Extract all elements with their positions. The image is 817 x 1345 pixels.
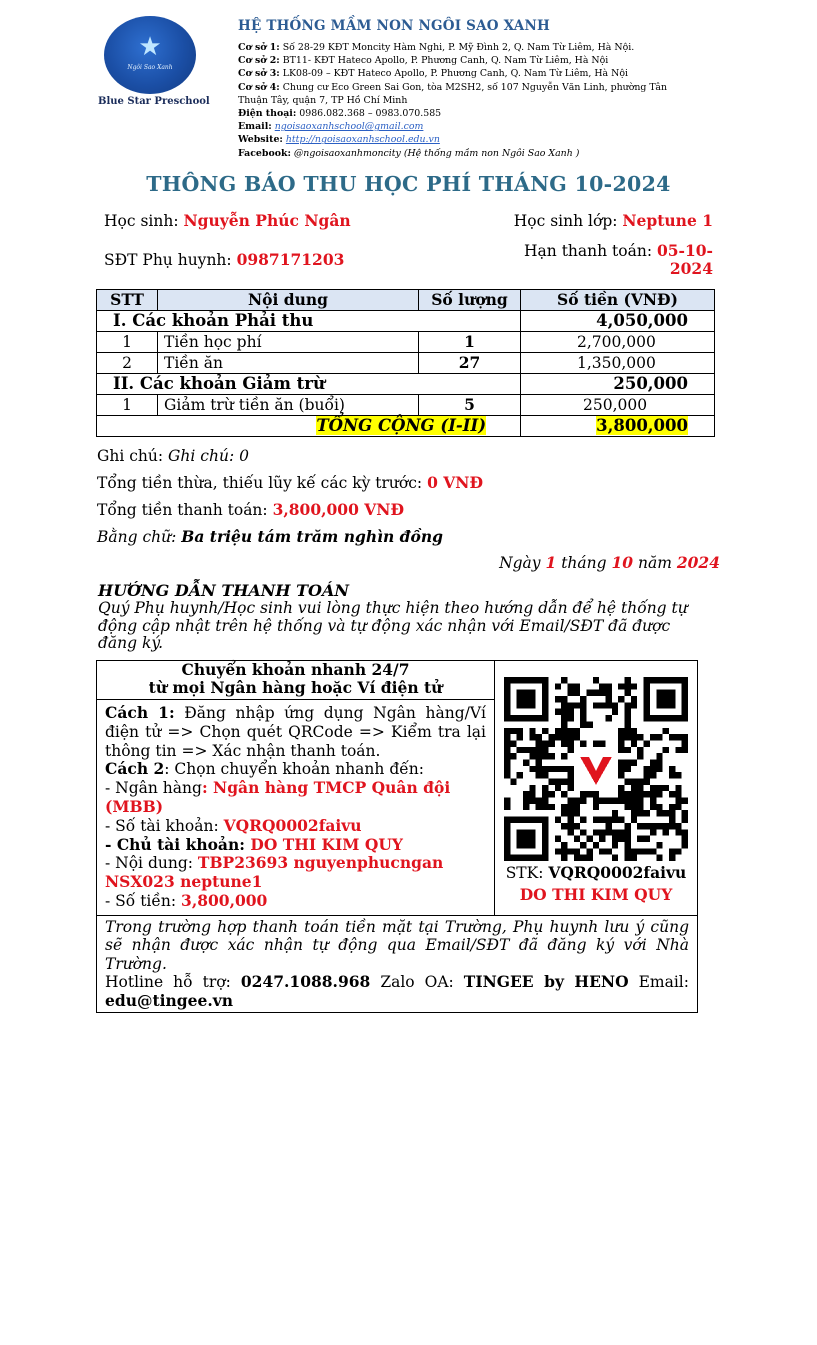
table-header-row (97, 290, 715, 311)
parent-phone: SĐT Phụ huynh: 0987171203 (104, 250, 345, 269)
email-link[interactable]: ngoisaoxanhschool@gmail.com (274, 121, 424, 133)
col-stt: STT (97, 290, 158, 311)
student-class: Học sinh lớp: Neptune 1 (513, 211, 713, 230)
payment-footer (97, 915, 698, 1013)
amount-in-words-line: Bằng chữ: Ba triệu tám trăm nghìn đồng (97, 527, 443, 546)
website-link[interactable]: http://ngoisaoxanhschool.edu.vn (285, 134, 440, 146)
total-amount: 3,800,000 (596, 416, 688, 435)
table-row: 2 Tiền ăn 27 1,350,000 (97, 353, 715, 374)
due-date: Hạn thanh toán: 05-10- 2024 (524, 241, 713, 278)
school-header (238, 16, 678, 160)
school-phone: Điện thoại: 0986.082.368 – 0983.070.585 (238, 108, 442, 120)
total-label: TỔNG CỘNG (I-II) (316, 416, 486, 435)
guide-text: Quý Phụ huynh/Học sinh vui lòng thực hiện theo hướng dẫn để hệ thống tự động cập nhật trên hệ thống và tự động xác nhận với Email/SĐT đã được đăng ký. (98, 599, 688, 652)
logo-caption: Blue Star Preschool (98, 96, 210, 107)
payment-instructions (97, 700, 495, 916)
campus-1: Cơ sở 1: Số 28-29 KĐT Moncity Hàm Nghi, P. Mỹ Đình 2, Q. Nam Từ Liêm, Hà Nội. (238, 42, 635, 53)
step-2: Cách 2: Chọn chuyển khoản nhanh đến: (105, 759, 424, 779)
student-name: Học sinh: Nguyễn Phúc Ngân (104, 211, 351, 230)
table-row: 1 Tiền học phí 1 2,700,000 (97, 332, 715, 353)
section-row: II. Các khoản Giảm trừ 250,000 (97, 374, 715, 395)
total-row (97, 416, 715, 437)
table-row: 1 Giảm trừ tiền ăn (buổi) 5 250,000 (97, 395, 715, 416)
qr-panel (495, 661, 698, 916)
page-title: THÔNG BÁO THU HỌC PHÍ THÁNG 10-2024 (146, 172, 671, 196)
support-contacts: Hotline hỗ trợ: 0247.1088.968 Zalo OA: TINGEE by HENO Email: edu@tingee.vn (105, 972, 689, 1010)
org-name: HỆ THỐNG MẦM NON NGÔI SAO XANH (238, 18, 550, 34)
carry-over-line: Tổng tiền thừa, thiếu lũy kế các kỳ trước: 0 VNĐ (97, 473, 483, 492)
qr-account: STK: VQRQ0002faivu (505, 863, 687, 882)
col-content: Nội dung (158, 290, 419, 311)
date-line: Ngày 1 tháng 10 năm 2024 (499, 553, 720, 572)
school-facebook: Facebook: @ngoisaoxanhmoncity (Hệ thống mầm non Ngôi Sao Xanh ) (238, 147, 580, 159)
bank-name: - Ngân hàng: Ngân hàng TMCP Quân đội (MBB) (105, 778, 451, 816)
campus-3: Cơ sở 3: LK08-09 – KĐT Hateco Apollo, P. Phương Canh, Q. Nam Từ Liêm, Hà Nội (238, 68, 628, 80)
col-qty: Số lượng (419, 290, 521, 311)
logo-script-text: Ngôi Sao Xanh (127, 64, 173, 71)
guide-title: HƯỚNG DẪN THANH TOÁN (98, 581, 349, 600)
payment-header: Chuyển khoản nhanh 24/7 từ mọi Ngân hàng hoặc Ví điện tử (97, 661, 495, 700)
school-website: Website: http://ngoisaoxanhschool.edu.vn (238, 134, 440, 146)
fee-table (96, 289, 715, 437)
campus-2: Cơ sở 2: BT11- KĐT Hateco Apollo, P. Phương Canh, Q. Nam Từ Liêm, Hà Nội (238, 55, 609, 67)
payment-box (96, 660, 698, 1013)
transfer-amount: - Số tiền: 3,800,000 (105, 890, 268, 910)
school-logo (98, 16, 210, 107)
star-logo-icon: ★ Ngôi Sao Xanh (104, 16, 196, 94)
note-line: Ghi chú: Ghi chú: 0 (97, 447, 249, 465)
qr-code-icon[interactable] (504, 677, 688, 861)
section-row: I. Các khoản Phải thu 4,050,000 (97, 311, 715, 332)
qr-owner: DO THI KIM QUY (519, 885, 673, 904)
col-amount: Số tiền (VNĐ) (521, 290, 715, 311)
account-owner: - Chủ tài khoản: DO THI KIM QUY (105, 834, 403, 854)
account-number: - Số tài khoản: VQRQ0002faivu (105, 815, 362, 835)
total-payment-line: Tổng tiền thanh toán: 3,800,000 VNĐ (97, 500, 405, 519)
campus-4: Cơ sở 4: Chung cư Eco Green Sai Gon, tòa M2SH2, số 107 Nguyễn Văn Linh, phường Tân Thuận Tây, quận 7, TP Hồ Chí Minh (238, 81, 667, 106)
cash-note: Trong trường hợp thanh toán tiền mặt tại Trường, Phụ huynh lưu ý cũng sẽ nhận được xác nhận tự động qua Email/SĐT đã đăng ký với Nhà Trường. (105, 917, 689, 973)
school-email: Email: ngoisaoxanhschool@gmail.com (238, 121, 424, 133)
transfer-content: - Nội dung: TBP23693 nguyenphucngan NSX023 neptune1 (105, 853, 444, 892)
step-1: Cách 1: Đăng nhập ứng dụng Ngân hàng/Ví điện tử => Chọn quét QRCode => Kiểm tra lại thông tin => Xác nhận thanh toán. (105, 703, 486, 760)
